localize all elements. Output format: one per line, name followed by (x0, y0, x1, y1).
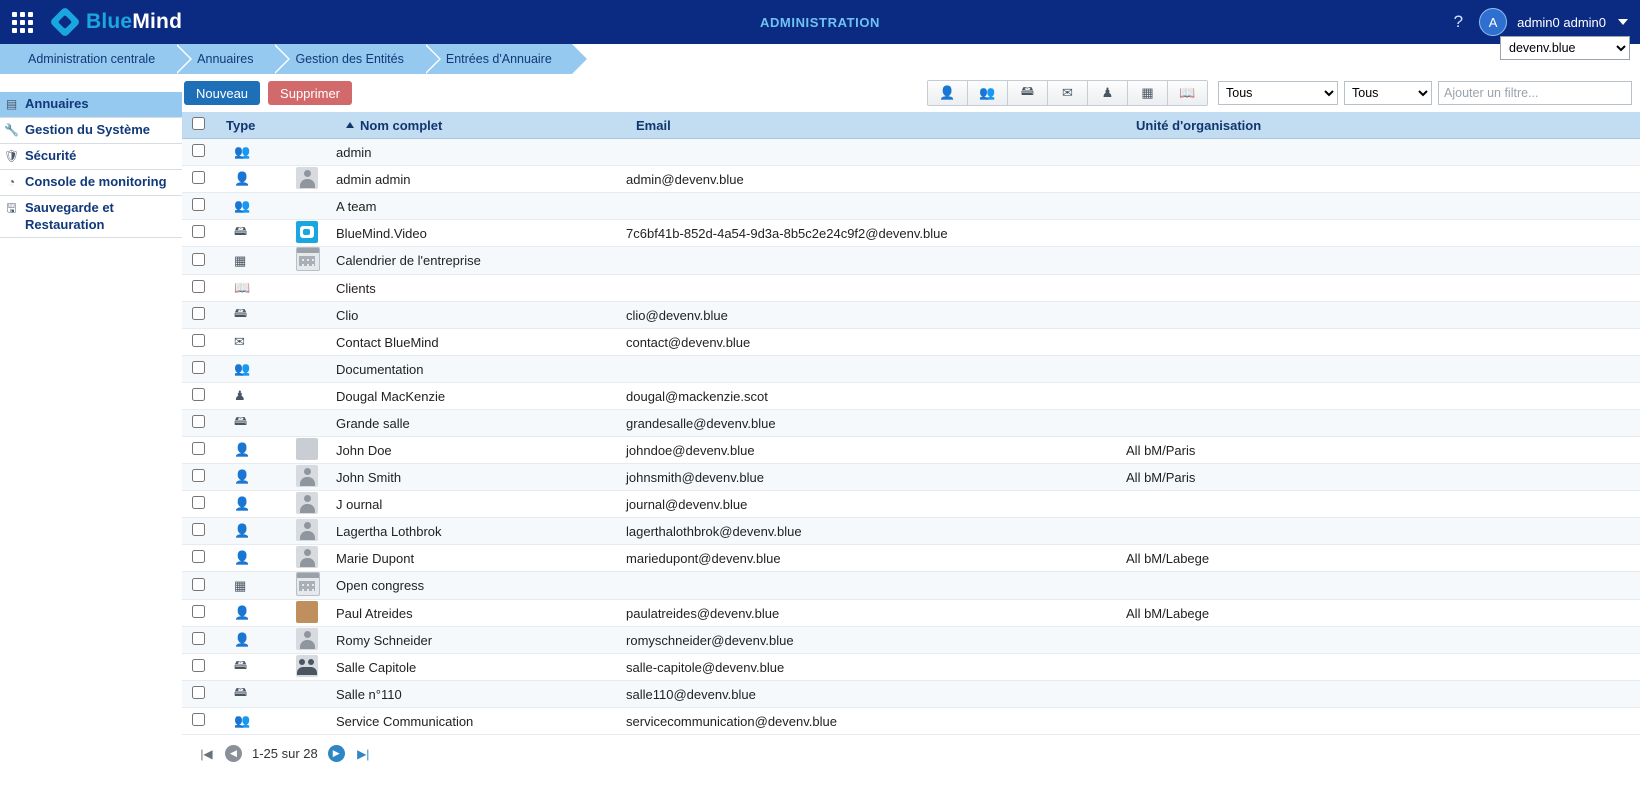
row-name-cell[interactable]: J ournal (336, 491, 626, 518)
sidebar-item-label-0: Annuaires (25, 96, 89, 111)
row-type-cell (216, 708, 296, 735)
table-row[interactable] (182, 437, 1640, 464)
row-avatar-cell (296, 410, 336, 437)
row-checkbox[interactable] (192, 496, 205, 509)
row-name-cell[interactable]: Salle n°110 (336, 681, 626, 708)
row-avatar-cell (296, 220, 336, 247)
ou-select[interactable] (1344, 81, 1432, 105)
row-ou-cell: All bM/Paris (1126, 437, 1640, 464)
row-avatar-cell (296, 464, 336, 491)
row-avatar-cell (296, 545, 336, 572)
row-ou-cell: All bM/Labege (1126, 545, 1640, 572)
row-name-cell[interactable]: Lagertha Lothbrok (336, 518, 626, 545)
row-name-cell[interactable]: Clio (336, 302, 626, 329)
table-row[interactable] (182, 545, 1640, 572)
row-ou-cell (1126, 166, 1640, 193)
table-row[interactable] (182, 518, 1640, 545)
row-email-cell: mariedupont@devenv.blue (626, 545, 1126, 572)
row-email-cell: clio@devenv.blue (626, 302, 1126, 329)
row-type-cell (216, 437, 296, 464)
group-icon: 👥 (234, 198, 251, 213)
sidebar-item-label-1: Gestion du Système (25, 122, 150, 137)
top-bar-right (1448, 8, 1640, 36)
toolbar-right (927, 80, 1632, 106)
column-header-name[interactable] (336, 112, 626, 139)
row-name-cell[interactable]: Dougal MacKenzie (336, 383, 626, 410)
chevron-down-icon[interactable] (1618, 19, 1628, 25)
table-row[interactable] (182, 627, 1640, 654)
row-email-cell: johndoe@devenv.blue (626, 437, 1126, 464)
row-checkbox[interactable] (192, 144, 205, 157)
row-select-cell (182, 166, 216, 193)
row-ou-cell (1126, 708, 1640, 735)
table-row[interactable] (182, 491, 1640, 518)
sidebar-item-label-4: Sauvegarde et Restauration (25, 200, 114, 232)
breadcrumb-item-1[interactable]: Annuaires (175, 44, 273, 74)
row-checkbox[interactable] (192, 550, 205, 563)
row-checkbox[interactable] (192, 713, 205, 726)
addressbook-icon: 📖 (234, 280, 251, 295)
row-name-cell[interactable]: Salle Capitole (336, 654, 626, 681)
row-select-cell (182, 247, 216, 275)
row-checkbox[interactable] (192, 469, 205, 482)
filter-input[interactable] (1438, 81, 1632, 105)
resource-filter-icon[interactable]: 🖴 (1008, 81, 1048, 105)
row-ou-cell (1126, 681, 1640, 708)
row-type-cell (216, 383, 296, 410)
row-select-cell (182, 464, 216, 491)
toolbar (182, 74, 1640, 112)
column-header-type[interactable] (216, 112, 336, 139)
row-name-cell[interactable]: Clients (336, 275, 626, 302)
row-ou-cell (1126, 383, 1640, 410)
row-ou-cell (1126, 275, 1640, 302)
avatar (296, 247, 320, 271)
shield-icon: 🛡 (4, 149, 20, 163)
sidebar-item-console-de-monitoring[interactable] (0, 170, 182, 196)
row-select-cell (182, 681, 216, 708)
app-section-title: ADMINISTRATION (759, 14, 881, 30)
row-email-cell (626, 572, 1126, 600)
row-select-cell (182, 600, 216, 627)
row-email-cell (626, 139, 1126, 166)
row-select-cell (182, 654, 216, 681)
main-content (182, 74, 1640, 787)
column-header-ou[interactable] (1126, 112, 1640, 139)
last-page-button[interactable]: ▶| (357, 746, 370, 761)
table-row[interactable] (182, 383, 1640, 410)
body (0, 74, 1640, 787)
row-name-cell[interactable]: Service Communication (336, 708, 626, 735)
next-page-button[interactable]: ▶ (328, 745, 345, 762)
row-email-cell (626, 356, 1126, 383)
row-ou-cell (1126, 627, 1640, 654)
row-email-cell: admin@devenv.blue (626, 166, 1126, 193)
resource-icon: 🖴 (234, 684, 248, 699)
user-name[interactable]: admin0 admin0 (1517, 14, 1606, 30)
user-icon: 👤 (234, 496, 251, 511)
new-button[interactable]: Nouveau (184, 81, 260, 105)
row-avatar-cell (296, 491, 336, 518)
row-select-cell (182, 193, 216, 220)
avatar (296, 221, 318, 243)
addressbook-filter-icon[interactable]: 📖 (1168, 81, 1207, 105)
row-ou-cell (1126, 247, 1640, 275)
row-select-cell (182, 139, 216, 166)
row-select-cell (182, 572, 216, 600)
row-email-cell (626, 193, 1126, 220)
breadcrumb-item-3[interactable]: Entrées d'Annuaire (424, 44, 572, 74)
row-avatar-cell (296, 600, 336, 627)
row-select-cell (182, 275, 216, 302)
table-row[interactable] (182, 329, 1640, 356)
select-all-checkbox[interactable] (192, 117, 205, 130)
avatar (296, 628, 318, 650)
row-ou-cell: All bM/Paris (1126, 464, 1640, 491)
user-icon: 👤 (234, 523, 251, 538)
table-row[interactable] (182, 302, 1640, 329)
type-filter-group (927, 80, 1208, 106)
row-select-cell (182, 302, 216, 329)
sidebar (0, 74, 182, 787)
domain-select-wrapper (1500, 36, 1630, 60)
row-name-cell[interactable]: Grande salle (336, 410, 626, 437)
row-type-cell (216, 681, 296, 708)
avatar[interactable]: A (1479, 8, 1507, 36)
sidebar-item-securite[interactable] (0, 144, 182, 170)
sort-ascending-icon (346, 122, 354, 128)
avatar (296, 601, 318, 623)
row-email-cell: salle-capitole@devenv.blue (626, 654, 1126, 681)
help-icon[interactable]: ? (1453, 12, 1464, 31)
row-name-cell[interactable]: BlueMind.Video (336, 220, 626, 247)
column-header-email-label: Email (636, 117, 671, 133)
row-type-cell (216, 247, 296, 275)
row-type-cell (216, 545, 296, 572)
row-email-cell (626, 275, 1126, 302)
avatar (296, 519, 318, 541)
row-email-cell (626, 247, 1126, 275)
row-checkbox[interactable] (192, 442, 205, 455)
avatar (296, 465, 318, 487)
breadcrumb-item-2[interactable]: Gestion des Entités (273, 44, 423, 74)
directory-entries-table (182, 112, 1640, 735)
row-checkbox[interactable] (192, 523, 205, 536)
table-row[interactable] (182, 572, 1640, 600)
row-select-cell (182, 545, 216, 572)
row-avatar-cell (296, 329, 336, 356)
delete-button[interactable]: Supprimer (268, 81, 352, 105)
select-all-header (182, 112, 216, 139)
row-checkbox[interactable] (192, 171, 205, 184)
row-checkbox[interactable] (192, 578, 205, 591)
row-type-cell (216, 193, 296, 220)
brand-text-mind: Mind (132, 10, 183, 33)
row-ou-cell (1126, 220, 1640, 247)
resource-icon: 🖴 (234, 657, 248, 672)
avatar (296, 546, 318, 568)
calendar-icon: ▦ (234, 252, 247, 268)
row-ou-cell (1126, 193, 1640, 220)
breadcrumb (0, 44, 1640, 74)
row-type-cell (216, 627, 296, 654)
calendar-icon: ▦ (234, 577, 247, 593)
row-email-cell: dougal@mackenzie.scot (626, 383, 1126, 410)
column-header-name-label: Nom complet (360, 117, 443, 133)
row-select-cell (182, 518, 216, 545)
monitor-icon: ◔ (7, 175, 16, 189)
resource-icon: 🖴 (234, 413, 248, 428)
external-user-icon: ♟ (234, 388, 246, 403)
row-select-cell (182, 410, 216, 437)
row-type-cell (216, 329, 296, 356)
table-row[interactable] (182, 708, 1640, 735)
row-checkbox[interactable] (192, 225, 205, 238)
row-ou-cell (1126, 410, 1640, 437)
row-avatar-cell (296, 139, 336, 166)
row-type-cell (216, 491, 296, 518)
brand-text-blue: Blue (86, 10, 133, 33)
group-icon: 👥 (234, 713, 251, 728)
row-checkbox[interactable] (192, 334, 205, 347)
brand-text (86, 10, 182, 34)
row-type-cell (216, 302, 296, 329)
row-type-cell (216, 572, 296, 600)
user-icon: 👤 (234, 550, 251, 565)
row-type-cell (216, 518, 296, 545)
sidebar-item-label-2: Sécurité (25, 148, 77, 163)
avatar (296, 438, 318, 460)
table-row[interactable] (182, 220, 1640, 247)
row-avatar-cell (296, 383, 336, 410)
row-checkbox[interactable] (192, 415, 205, 428)
row-name-cell[interactable]: Documentation (336, 356, 626, 383)
table-header-row (182, 112, 1640, 139)
domain-select[interactable] (1500, 36, 1630, 60)
book-icon: ▤ (5, 97, 18, 111)
row-avatar-cell (296, 681, 336, 708)
mailshare-icon: ✉ (234, 334, 245, 349)
row-name-cell[interactable]: admin admin (336, 166, 626, 193)
row-select-cell (182, 491, 216, 518)
bluemind-cube-icon (52, 9, 78, 35)
row-type-cell (216, 356, 296, 383)
table-row[interactable] (182, 654, 1640, 681)
row-ou-cell (1126, 518, 1640, 545)
row-ou-cell (1126, 491, 1640, 518)
user-icon: 👤 (234, 442, 251, 457)
column-header-type-label: Type (226, 117, 256, 133)
user-filter-icon[interactable]: 👤 (928, 81, 968, 105)
row-avatar-cell (296, 247, 336, 275)
row-name-cell[interactable]: John Doe (336, 437, 626, 464)
row-checkbox[interactable] (192, 605, 205, 618)
row-avatar-cell (296, 572, 336, 600)
table-row[interactable] (182, 139, 1640, 166)
row-checkbox[interactable] (192, 280, 205, 293)
row-avatar-cell (296, 356, 336, 383)
row-ou-cell (1126, 356, 1640, 383)
pager-label: 1-25 sur 28 (252, 746, 318, 761)
row-type-cell (216, 139, 296, 166)
table-row[interactable] (182, 193, 1640, 220)
table-row[interactable] (182, 166, 1640, 193)
row-name-cell[interactable]: Paul Atreides (336, 600, 626, 627)
row-avatar-cell (296, 437, 336, 464)
row-ou-cell (1126, 572, 1640, 600)
row-select-cell (182, 437, 216, 464)
row-name-cell[interactable]: A team (336, 193, 626, 220)
row-select-cell (182, 356, 216, 383)
row-email-cell: servicecommunication@devenv.blue (626, 708, 1126, 735)
row-checkbox[interactable] (192, 361, 205, 374)
table-row[interactable] (182, 247, 1640, 275)
table-row[interactable] (182, 681, 1640, 708)
row-avatar-cell (296, 708, 336, 735)
row-type-cell (216, 600, 296, 627)
user-icon: 👤 (234, 469, 251, 484)
column-header-ou-label: Unité d'organisation (1136, 117, 1262, 133)
row-name-cell[interactable]: Romy Schneider (336, 627, 626, 654)
row-email-cell: salle110@devenv.blue (626, 681, 1126, 708)
row-avatar-cell (296, 627, 336, 654)
top-bar (0, 0, 1640, 44)
row-type-cell (216, 464, 296, 491)
row-avatar-cell (296, 166, 336, 193)
row-email-cell: journal@devenv.blue (626, 491, 1126, 518)
first-page-button[interactable]: |◀ (200, 746, 213, 761)
table-body (182, 139, 1640, 735)
group-icon: 👥 (234, 361, 251, 376)
group-filter-icon[interactable]: 👥 (968, 81, 1008, 105)
archive-icon: 🖫 (6, 201, 17, 215)
resource-icon: 🖴 (234, 305, 248, 320)
type-select[interactable] (1218, 81, 1338, 105)
row-name-cell[interactable]: Open congress (336, 572, 626, 600)
wrench-icon: 🔧 (4, 123, 19, 137)
row-name-cell[interactable]: Marie Dupont (336, 545, 626, 572)
row-avatar-cell (296, 193, 336, 220)
row-name-cell[interactable]: Calendrier de l'entreprise (336, 247, 626, 275)
row-checkbox[interactable] (192, 388, 205, 401)
row-email-cell: 7c6bf41b-852d-4a54-9d3a-8b5c2e24c9f2@devenv.blue (626, 220, 1126, 247)
table-row[interactable] (182, 410, 1640, 437)
row-name-cell[interactable]: Contact BlueMind (336, 329, 626, 356)
sidebar-item-annuaires[interactable] (0, 92, 182, 118)
table-row[interactable] (182, 464, 1640, 491)
prev-page-button[interactable]: ◀ (225, 745, 242, 762)
sidebar-item-gestion-du-systeme[interactable] (0, 118, 182, 144)
row-checkbox[interactable] (192, 686, 205, 699)
row-checkbox[interactable] (192, 253, 205, 266)
column-header-email[interactable] (626, 112, 1126, 139)
row-ou-cell: All bM/Labege (1126, 600, 1640, 627)
mailshare-filter-icon[interactable]: ✉ (1048, 81, 1088, 105)
avatar (296, 492, 318, 514)
user-icon: 👤 (234, 171, 251, 186)
row-type-cell (216, 275, 296, 302)
brand-logo[interactable] (52, 9, 182, 35)
row-avatar-cell (296, 302, 336, 329)
row-type-cell (216, 410, 296, 437)
group-icon: 👥 (234, 144, 251, 159)
row-avatar-cell (296, 275, 336, 302)
row-ou-cell (1126, 139, 1640, 166)
resource-icon: 🖴 (234, 223, 248, 238)
row-avatar-cell (296, 654, 336, 681)
sidebar-item-sauvegarde-et-restauration[interactable] (0, 196, 182, 238)
row-name-cell[interactable]: John Smith (336, 464, 626, 491)
avatar (296, 572, 320, 596)
row-email-cell: johnsmith@devenv.blue (626, 464, 1126, 491)
row-email-cell: contact@devenv.blue (626, 329, 1126, 356)
row-checkbox[interactable] (192, 659, 205, 672)
table-row[interactable] (182, 356, 1640, 383)
row-email-cell: paulatreides@devenv.blue (626, 600, 1126, 627)
row-email-cell: lagerthalothbrok@devenv.blue (626, 518, 1126, 545)
breadcrumb-filler (572, 44, 1640, 74)
external-user-filter-icon[interactable]: ♟ (1088, 81, 1128, 105)
row-ou-cell (1126, 654, 1640, 681)
sidebar-item-label-3: Console de monitoring (25, 174, 167, 189)
row-checkbox[interactable] (192, 198, 205, 211)
row-ou-cell (1126, 302, 1640, 329)
apps-grid-icon[interactable] (0, 0, 44, 44)
row-select-cell (182, 708, 216, 735)
row-checkbox[interactable] (192, 307, 205, 320)
row-ou-cell (1126, 329, 1640, 356)
avatar (296, 655, 318, 677)
row-avatar-cell (296, 518, 336, 545)
row-type-cell (216, 220, 296, 247)
row-select-cell (182, 383, 216, 410)
row-checkbox[interactable] (192, 632, 205, 645)
user-icon: 👤 (234, 632, 251, 647)
row-name-cell[interactable]: admin (336, 139, 626, 166)
avatar (296, 167, 318, 189)
row-select-cell (182, 329, 216, 356)
table-row[interactable] (182, 600, 1640, 627)
user-icon: 👤 (234, 605, 251, 620)
row-type-cell (216, 654, 296, 681)
breadcrumb-item-0[interactable]: Administration centrale (0, 44, 175, 74)
row-select-cell (182, 627, 216, 654)
table-row[interactable] (182, 275, 1640, 302)
row-type-cell (216, 166, 296, 193)
pager (182, 735, 1640, 762)
row-email-cell: grandesalle@devenv.blue (626, 410, 1126, 437)
row-select-cell (182, 220, 216, 247)
calendar-filter-icon[interactable]: ▦ (1128, 81, 1168, 105)
row-email-cell: romyschneider@devenv.blue (626, 627, 1126, 654)
